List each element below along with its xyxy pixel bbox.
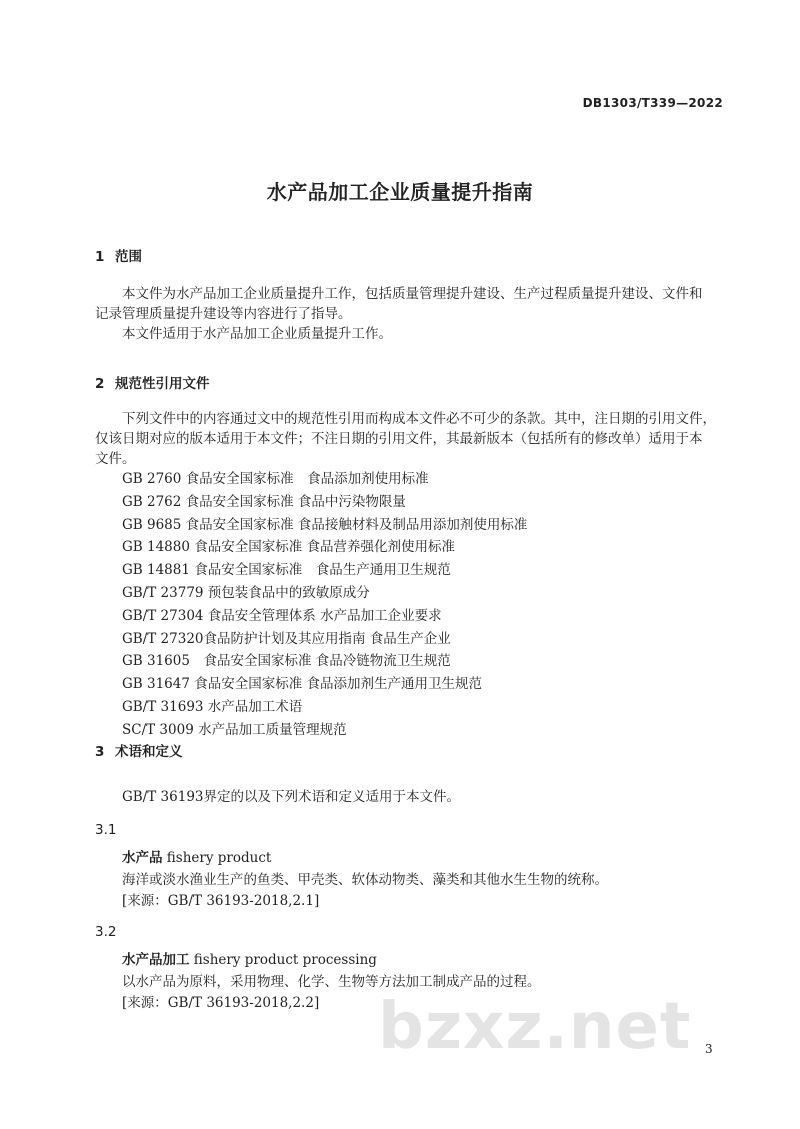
section-heading-terms [95, 740, 183, 760]
reference-item: GB 14881 食品安全国家标准 食品生产通用卫生规范 [122, 562, 451, 579]
term-number: 3.1 [95, 822, 117, 838]
section-title: 规范性引用文件 [115, 376, 210, 392]
section-title: 术语和定义 [115, 744, 183, 760]
reference-item: GB 2760 食品安全国家标准 食品添加剂使用标准 [122, 471, 429, 487]
reference-item: GB/T 23779 预包装食品中的致敏原成分 [122, 584, 370, 601]
reference-item: GB 14880 食品安全国家标准 食品营养强化剂使用标准 [122, 539, 456, 556]
section-number: 3 [95, 744, 105, 760]
term-definition: 海洋或淡水渔业生产的鱼类、甲壳类、软体动物类、藻类和其他水生生物的统称。 [122, 871, 608, 888]
term-english: fishery product processing [193, 952, 377, 968]
section-heading-normative [95, 372, 210, 392]
normative-intro-line: 下列文件中的内容通过文中的规范性引用而构成本文件必不可少的条款。其中，注日期的引用文件， [122, 411, 716, 427]
normative-intro-line: 文件。 [95, 451, 136, 467]
terms-intro: GB/T 36193界定的以及下列术语和定义适用于本文件。 [122, 789, 460, 805]
scope-paragraph-line: 记录管理质量提升建设等内容进行了指导。 [95, 306, 352, 322]
term-entry [122, 848, 608, 913]
reference-item: GB/T 31693 水产品加工术语 [122, 698, 303, 715]
term-chinese: 水产品加工 [122, 952, 190, 968]
scope-applicability: 本文件适用于水产品加工企业质量提升工作。 [122, 326, 392, 342]
document-number: DB1303/T339—2022 [582, 96, 723, 110]
reference-list [122, 468, 527, 742]
term-english: fishery product [166, 850, 272, 866]
term-definition: 以水产品为原料，采用物理、化学、生物等方法加工制成产品的过程。 [122, 973, 541, 990]
reference-item: GB/T 27304 食品安全管理体系 水产品加工企业要求 [122, 607, 442, 624]
term-chinese: 水产品 [122, 850, 163, 866]
scope-paragraph-line: 本文件为水产品加工企业质量提升工作，包括质量管理提升建设、生产过程质量提升建设、文件和 [122, 286, 703, 302]
normative-intro-line: 仅该日期对应的版本适用于本文件；不注日期的引用文件，其最新版本（包括所有的修改单）适用于本 [95, 431, 703, 447]
reference-item: GB 2762 食品安全国家标准 食品中污染物限量 [122, 493, 406, 510]
section-title: 范围 [115, 249, 142, 265]
page-number: 3 [705, 1042, 713, 1056]
document-title: 水产品加工企业质量提升指南 [266, 180, 534, 204]
reference-item: GB 31605 食品安全国家标准 食品冷链物流卫生规范 [122, 653, 451, 670]
watermark: bzxz.net [378, 990, 692, 1064]
section-heading-scope [95, 245, 142, 265]
reference-item: SC/T 3009 水产品加工质量管理规范 [122, 721, 347, 738]
section-number: 2 [95, 376, 105, 392]
reference-item: GB 9685 食品安全国家标准 食品接触材料及制品用添加剂使用标准 [122, 516, 528, 533]
reference-item: GB/T 27320食品防护计划及其应用指南 食品生产企业 [122, 630, 451, 647]
term-number: 3.2 [95, 924, 117, 940]
term-source: [来源：GB/T 36193-2018,2.2] [122, 995, 320, 1011]
section-number: 1 [95, 249, 105, 265]
term-source: [来源：GB/T 36193-2018,2.1] [122, 893, 320, 909]
reference-item: GB 31647 食品安全国家标准 食品添加剂生产通用卫生规范 [122, 676, 483, 693]
